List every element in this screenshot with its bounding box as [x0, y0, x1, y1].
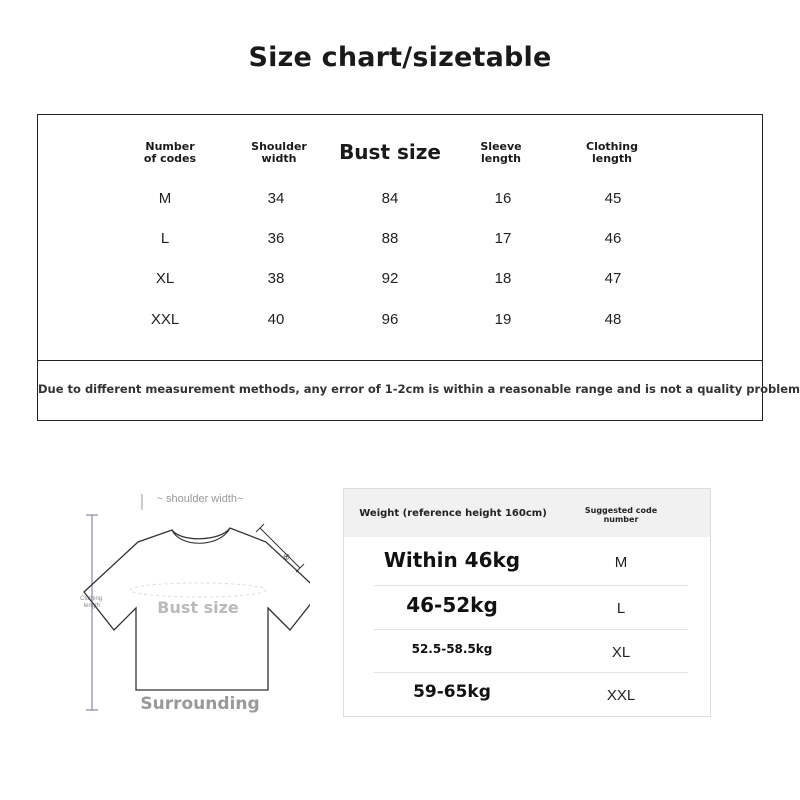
- size-table: [37, 114, 800, 421]
- weight-code: L: [616, 600, 626, 617]
- header-clothing-text: Clothing length: [586, 140, 638, 165]
- header-sleeve: [441, 141, 561, 165]
- weight-table: [343, 488, 711, 717]
- svg-text:⊗: ⊗: [280, 550, 293, 563]
- cell-sleeve: 18: [494, 270, 512, 287]
- row-divider: [374, 629, 688, 630]
- weight-value: 59-65kg: [413, 682, 491, 702]
- weight-code: XL: [611, 644, 631, 661]
- row-divider: [374, 672, 688, 673]
- weight-code: M: [614, 554, 628, 571]
- cell-bust: 92: [381, 270, 399, 287]
- cell-shoulder: 34: [267, 190, 285, 207]
- header-shoulder-text: Shoulder width: [251, 140, 307, 165]
- header-code: [110, 141, 230, 165]
- cell-sleeve: 19: [494, 311, 512, 328]
- tshirt-illustration: [70, 480, 310, 730]
- bust-size-label: Bust size: [157, 598, 239, 617]
- cell-sleeve: 17: [494, 230, 512, 247]
- row-divider: [374, 585, 688, 586]
- cell-bust: 84: [381, 190, 399, 207]
- weight-table-header: [344, 489, 710, 537]
- header-bust-text: Bust size: [339, 140, 441, 164]
- weight-value: 52.5-58.5kg: [411, 642, 493, 656]
- surrounding-label: Surrounding: [140, 694, 260, 714]
- cell-clothing: 48: [604, 311, 622, 328]
- page-title: Size chart/sizetable: [248, 42, 552, 73]
- shoulder-width-label: ~ shoulder width~: [156, 493, 244, 505]
- weight-value: Within 46kg: [383, 548, 521, 572]
- weight-value: 46-52kg: [406, 593, 498, 617]
- header-bust: [330, 139, 450, 165]
- cell-bust: 96: [381, 311, 399, 328]
- header-suggested-code: Suggested code number: [584, 506, 658, 524]
- weight-code: XXL: [606, 687, 636, 704]
- measurement-note: Due to different measurement methods, any error of 1-2cm is within a reasonable range and is not a quality problem: [38, 382, 800, 396]
- cell-clothing: 46: [604, 230, 622, 247]
- clothing-length-line2: length: [83, 603, 101, 609]
- cell-shoulder: 38: [267, 270, 285, 287]
- header-code-text: Number of codes: [143, 140, 197, 165]
- table-divider: [38, 360, 762, 361]
- cell-code: XL: [155, 270, 175, 287]
- tshirt-diagram: [70, 480, 310, 730]
- cell-sleeve: 16: [494, 190, 512, 207]
- header-clothing: [552, 141, 672, 165]
- header-weight: Weight (reference height 160cm): [359, 508, 547, 519]
- cell-code: M: [158, 190, 172, 207]
- cell-clothing: 47: [604, 270, 622, 287]
- cell-code: L: [160, 230, 170, 247]
- clothing-length-line1: Clothing: [80, 596, 103, 602]
- cell-shoulder: 40: [267, 311, 285, 328]
- header-sleeve-text: Sleeve length: [480, 140, 522, 165]
- cell-shoulder: 36: [267, 230, 285, 247]
- cell-clothing: 45: [604, 190, 622, 207]
- cell-code: XXL: [150, 311, 180, 328]
- header-shoulder: [219, 141, 339, 165]
- cell-bust: 88: [381, 230, 399, 247]
